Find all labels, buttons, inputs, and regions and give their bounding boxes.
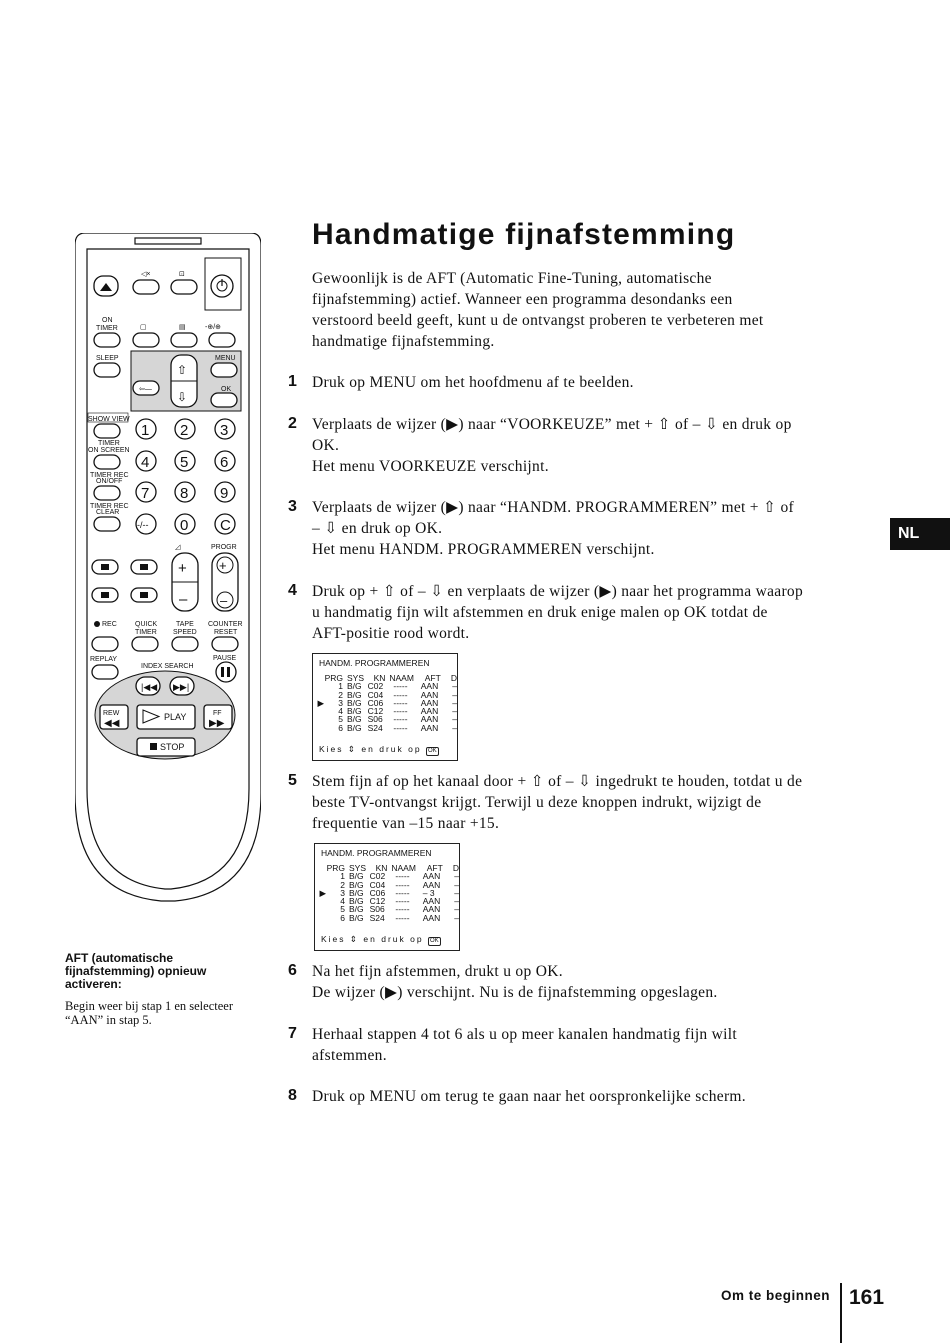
cell-naam: ----- [395, 896, 410, 907]
svg-text:+: + [219, 558, 227, 573]
sidebar-note-line: Begin weer bij stap 1 en selecteer [65, 999, 233, 1013]
digit-2: 2 [180, 422, 189, 439]
digit-9: 9 [220, 485, 229, 502]
svg-text:-⊕/⊕: -⊕/⊕ [205, 324, 222, 331]
step-3 [288, 497, 848, 560]
cell-prg: 5 [340, 904, 346, 915]
col-aft: AFT [424, 673, 441, 683]
step-line: beste TV-ontvangst krijgt. Terwijl u deze knoppen indrukt, wijzigt de [312, 794, 762, 811]
step-1 [288, 372, 848, 393]
cell-prg: 6 [340, 912, 346, 923]
cell-d: – [454, 887, 459, 898]
cell-kn: C12 [367, 706, 384, 717]
cell-prg: 5 [338, 714, 344, 725]
digit-0: 0 [180, 517, 189, 534]
col-sys: SYS [347, 673, 365, 683]
label-menu: MENU [215, 355, 236, 362]
footer-section: Om te beginnen [720, 1288, 830, 1303]
col-prg: PRG [326, 863, 346, 873]
screen-title: HANDM. PROGRAMMEREN [319, 658, 430, 668]
cell-sys: B/G [347, 689, 362, 700]
cell-kn: C04 [367, 689, 384, 700]
cell-sys: B/G [347, 722, 362, 733]
cell-aft: AAN [420, 706, 439, 717]
footer-divider [840, 1283, 842, 1343]
label-pause: PAUSE [213, 655, 237, 662]
help-text: en druk op [361, 744, 422, 754]
cell-naam: ----- [395, 904, 410, 915]
pointer-icon [319, 914, 327, 922]
pointer-icon [319, 905, 327, 913]
cell-prg: 4 [338, 706, 344, 717]
label-progr: PROGR [211, 544, 237, 551]
label-ok: OK [221, 386, 232, 393]
cell-prg: 2 [340, 879, 346, 890]
label-quick-timer: TIMER [135, 629, 157, 636]
language-tab: NL [890, 518, 950, 550]
svg-text:|◀◀: |◀◀ [141, 682, 158, 692]
cell-d: – [452, 689, 457, 700]
step-line: Druk op MENU om terug te gaan naar het oorspronkelijke scherm. [312, 1088, 746, 1105]
label-clear: CLEAR [96, 509, 120, 516]
col-naam: NAAM [391, 863, 416, 873]
cell-kn: C06 [369, 887, 386, 898]
cell-naam: ----- [393, 697, 408, 708]
cell-kn: C06 [367, 697, 384, 708]
svg-text:▶▶: ▶▶ [209, 718, 225, 729]
step-5 [288, 771, 848, 834]
step-number: 4 [288, 582, 298, 599]
label-timer2: TIMER [98, 440, 120, 447]
cell-naam: ----- [395, 887, 410, 898]
label-rec: REC [102, 621, 117, 628]
pointer-icon [319, 897, 327, 905]
pointer-icon [317, 724, 325, 732]
svg-text:▤: ▤ [179, 324, 186, 331]
step-line: Herhaal stappen 4 tot 6 als u op meer kanalen handmatig fijn wilt [312, 1026, 737, 1043]
step-number: 8 [288, 1087, 298, 1104]
cell-kn: S06 [369, 904, 385, 915]
cell-kn: C04 [369, 879, 386, 890]
label-counter: COUNTER [208, 621, 243, 628]
cell-kn: S06 [367, 714, 383, 725]
cell-prg: 2 [338, 689, 344, 700]
label-quick: QUICK [135, 621, 158, 628]
screen-help [319, 744, 439, 756]
cell-sys: B/G [349, 904, 364, 915]
cell-d: – [454, 879, 459, 890]
col-d: D [452, 863, 459, 873]
step-line: Verplaats de wijzer (▶) naar “HANDM. PROGRAMMEREN” met + ⇧ of [312, 499, 794, 516]
pointer-icon [317, 715, 325, 723]
page-number: 161 [849, 1286, 885, 1309]
cell-aft: AAN [422, 879, 441, 890]
label-tape: TAPE [176, 621, 194, 628]
col-sys: SYS [349, 863, 367, 873]
svg-text:▢: ▢ [140, 324, 147, 331]
digit-dash: -/-- [137, 520, 149, 530]
cell-d: – [452, 697, 457, 708]
cell-kn: C02 [369, 871, 386, 882]
step-line: Het menu HANDM. PROGRAMMEREN verschijnt. [312, 541, 655, 558]
cell-d: – [452, 681, 457, 692]
cell-d: – [452, 714, 457, 725]
cell-aft: AAN [420, 697, 439, 708]
cell-kn: S24 [367, 722, 383, 733]
step-line: AFT-positie rood wordt. [312, 625, 470, 642]
step-line: – ⇩ en druk op OK. [312, 520, 443, 537]
cell-naam: ----- [395, 912, 410, 923]
sidebar-note [65, 999, 275, 1027]
cell-sys: B/G [347, 714, 362, 725]
cell-sys: B/G [349, 879, 364, 890]
cell-sys: B/G [347, 681, 362, 692]
ok-button-icon: OK [427, 748, 437, 754]
label-on-off: ON/OFF [96, 478, 123, 485]
label-timer: TIMER [96, 325, 118, 332]
svg-text:⇧: ⇧ [177, 363, 188, 377]
digit-3: 3 [220, 422, 229, 439]
label-stop: STOP [160, 742, 185, 752]
cell-naam: ----- [393, 722, 408, 733]
help-text: en druk op [363, 934, 424, 944]
step-number: 3 [288, 498, 298, 515]
cell-prg: 1 [338, 681, 344, 692]
intro-line: Gewoonlijk is de AFT (Automatic Fine-Tuning, automatische [312, 270, 712, 287]
screen-help [321, 934, 441, 946]
cell-sys: B/G [349, 896, 364, 907]
step-line: Het menu VOORKEUZE verschijnt. [312, 458, 549, 475]
svg-text:◿: ◿ [175, 544, 181, 551]
label-play: PLAY [164, 712, 187, 722]
cell-sys: B/G [347, 697, 362, 708]
step-line: frequentie van –15 naar +15. [312, 815, 500, 832]
cell-naam: ----- [393, 706, 408, 717]
cell-d: – [454, 912, 459, 923]
pointer-icon: ▶ [319, 887, 327, 898]
cell-sys: B/G [349, 912, 364, 923]
col-d: D [450, 673, 457, 683]
cell-aft: AAN [422, 904, 441, 915]
digit-6: 6 [220, 454, 229, 471]
step-line: Druk op + ⇧ of – ⇩ en verplaats de wijzer (▶) naar het programma waarop [312, 583, 803, 600]
menu-screen-after [314, 843, 460, 951]
label-rew: REW [103, 710, 120, 717]
svg-text:+: + [178, 560, 187, 577]
cell-d: – [452, 722, 457, 733]
svg-text:▶▶|: ▶▶| [173, 682, 190, 692]
label-replay: REPLAY [90, 656, 118, 663]
svg-text:–: – [220, 593, 228, 608]
intro-paragraph [312, 268, 842, 352]
step-line: OK. [312, 437, 340, 454]
svg-text:⊡: ⊡ [179, 271, 185, 278]
cell-d: – [454, 896, 459, 907]
svg-text:⇦—: ⇦— [139, 386, 152, 393]
svg-text:◀◀: ◀◀ [104, 718, 120, 729]
table-row [319, 914, 459, 922]
cell-aft: AAN [420, 722, 439, 733]
step-line: u handmatig fijn wilt afstemmen en druk enige malen op OK totdat de [312, 604, 768, 621]
digit-c: C [220, 517, 231, 534]
up-down-arrows-icon: ⇕ [349, 934, 360, 944]
ok-button-icon: OK [429, 938, 439, 944]
label-timer-rec: TIMER REC [90, 472, 129, 479]
step-number: 5 [288, 772, 298, 789]
cell-naam: ----- [395, 879, 410, 890]
intro-line: fijnafstemming) actief. Wanneer een programma desondanks een [312, 291, 733, 308]
cell-kn: S24 [369, 912, 385, 923]
cell-sys: B/G [347, 706, 362, 717]
cell-prg: 6 [338, 722, 344, 733]
step-line: Verplaats de wijzer (▶) naar “VOORKEUZE” met + ⇧ of – ⇩ en druk op [312, 416, 792, 433]
cell-naam: ----- [395, 871, 410, 882]
page-title: Handmatige fijnafstemming [312, 218, 736, 251]
step-line: Druk op MENU om het hoofdmenu af te beelden. [312, 374, 634, 391]
program-table [319, 864, 459, 922]
cell-kn: C12 [369, 896, 386, 907]
col-prg: PRG [324, 673, 344, 683]
label-on: ON [102, 317, 113, 324]
digit-4: 4 [141, 454, 150, 471]
step-number: 6 [288, 962, 298, 979]
col-naam: NAAM [389, 673, 414, 683]
digit-1: 1 [141, 422, 150, 439]
step-2 [288, 414, 848, 477]
cell-prg: 1 [340, 871, 346, 882]
step-8 [288, 1086, 848, 1107]
pointer-icon: ▶ [317, 697, 325, 708]
step-line: Na het fijn afstemmen, drukt u op OK. [312, 963, 563, 980]
sidebar-heading-line: activeren: [65, 977, 122, 991]
pointer-icon [319, 872, 327, 880]
label-index-search: INDEX SEARCH [141, 663, 194, 670]
label-show-view: SHOW VIEW [88, 416, 130, 423]
table-row [317, 724, 457, 732]
col-aft: AFT [426, 863, 443, 873]
cell-sys: B/G [349, 887, 364, 898]
col-kn: KN [375, 863, 388, 873]
sidebar-heading [65, 952, 275, 991]
cell-sys: B/G [349, 871, 364, 882]
label-speed: SPEED [173, 629, 197, 636]
digit-8: 8 [180, 485, 189, 502]
svg-text:⇩: ⇩ [177, 390, 188, 404]
label-ff: FF [213, 710, 222, 717]
cell-naam: ----- [393, 714, 408, 725]
step-4 [288, 581, 848, 644]
svg-text:◁×: ◁× [141, 271, 151, 278]
help-text: Kies [319, 744, 344, 754]
step-6 [288, 961, 848, 1003]
cell-aft: AAN [420, 714, 439, 725]
step-7 [288, 1024, 848, 1066]
digit-7: 7 [141, 485, 150, 502]
label-reset: RESET [214, 629, 238, 636]
cell-d: – [454, 904, 459, 915]
label-on-screen: ON SCREEN [88, 447, 130, 454]
sidebar-heading-line: AFT (automatische [65, 951, 174, 965]
label-sleep: SLEEP [96, 355, 119, 362]
step-line: De wijzer (▶) verschijnt. Nu is de fijnafstemming opgeslagen. [312, 984, 718, 1001]
cell-aft: – 3 [422, 887, 435, 898]
remote-control-illustration [75, 233, 261, 903]
intro-line: handmatige fijnafstemming. [312, 333, 495, 350]
svg-text:–: – [179, 591, 188, 608]
cell-d: – [454, 871, 459, 882]
step-line: Stem fijn af op het kanaal door + ⇧ of – ⇩ ingedrukt te houden, totdat u de [312, 773, 803, 790]
screen-title: HANDM. PROGRAMMEREN [321, 848, 432, 858]
col-kn: KN [373, 673, 386, 683]
intro-line: verstoord beeld geeft, kunt u de ontvangst proberen te verbeteren met [312, 312, 764, 329]
help-text: Kies [321, 934, 346, 944]
cell-kn: C02 [367, 681, 384, 692]
step-line: afstemmen. [312, 1047, 387, 1064]
cell-prg: 3 [338, 697, 344, 708]
cell-naam: ----- [393, 689, 408, 700]
menu-screen-before [312, 653, 458, 761]
pointer-icon [317, 707, 325, 715]
step-number: 7 [288, 1025, 298, 1042]
cell-aft: AAN [420, 681, 439, 692]
cell-aft: AAN [420, 689, 439, 700]
program-table [317, 674, 457, 732]
cell-d: – [452, 706, 457, 717]
sidebar-note-line: “AAN” in stap 5. [65, 1013, 152, 1027]
cell-prg: 4 [340, 896, 346, 907]
digit-5: 5 [180, 454, 189, 471]
step-number: 2 [288, 415, 298, 432]
up-down-arrows-icon: ⇕ [347, 744, 358, 754]
pointer-icon [317, 682, 325, 690]
cell-naam: ----- [393, 681, 408, 692]
step-number: 1 [288, 373, 298, 390]
label-timer-rec-2: TIMER REC [90, 503, 129, 510]
sidebar-heading-line: fijnafstemming) opnieuw [65, 964, 207, 978]
cell-prg: 3 [340, 887, 346, 898]
cell-aft: AAN [422, 896, 441, 907]
cell-aft: AAN [422, 912, 441, 923]
cell-aft: AAN [422, 871, 441, 882]
